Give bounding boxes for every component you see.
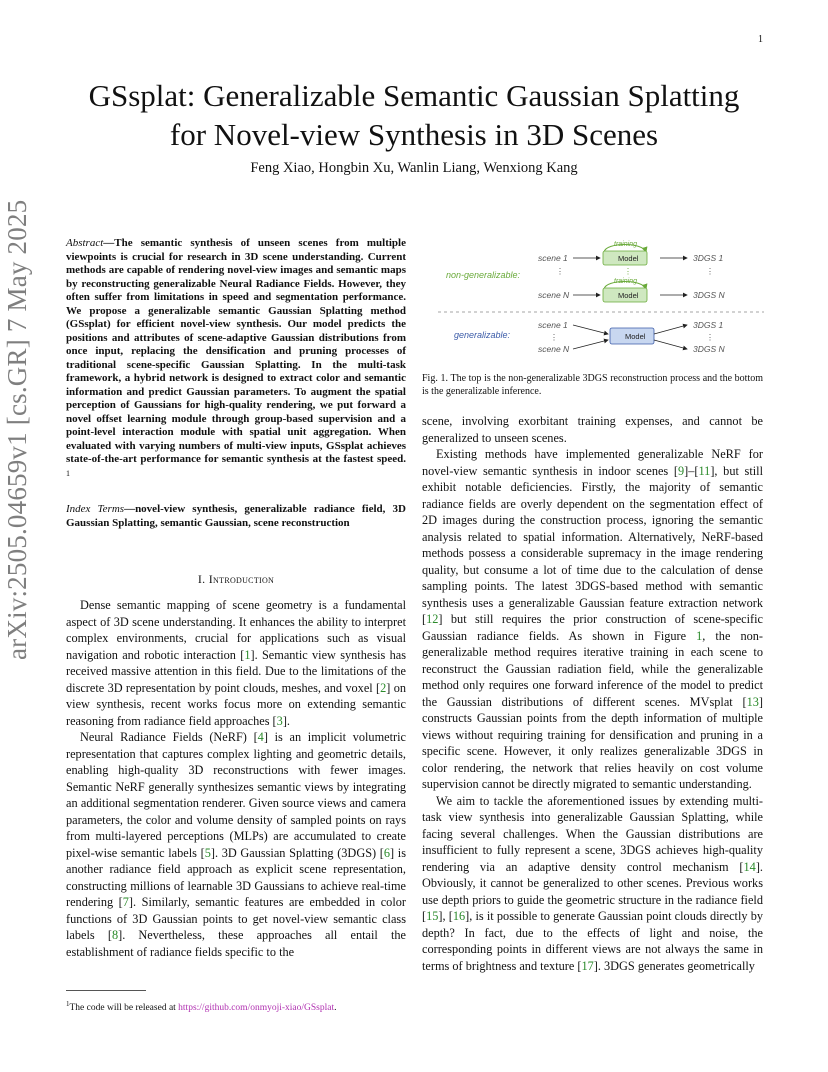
paragraph-text: ]–[ xyxy=(684,463,699,478)
paragraph-text: ], [ xyxy=(438,909,453,923)
svg-text:⋮: ⋮ xyxy=(550,333,558,342)
fig-model-label-gen: Model xyxy=(625,332,646,341)
paragraph-text: ]. Nevertheless, these approaches all entail the establishment of radiance fields specific to the xyxy=(66,928,406,959)
fig-out1-bottom: 3DGS 1 xyxy=(693,320,724,330)
citation-link[interactable]: 3 xyxy=(276,713,283,728)
svg-text:⋮: ⋮ xyxy=(706,267,714,276)
abstract-text: —The semantic synthesis of unseen scenes from multiple viewpoints is crucial for research in 3D scene understanding. Current methods are capable of rendering novel-view images and semantic maps by reconstructing generalizable Neural Radiance Fields. However, they often suffer from limitations in speed and segmentation performance. We propose a generalizable semantic Gaussian Splatting method (GSsplat) for efficient novel-view synthesis. Our model predicts the positions and attributes of scene-adaptive Gaussian distributions from once input, replacing the densification and pruning processes of traditional scene-specific Gaussian Splatting. In the multi-task framework, a hybrid network is designed to extract color and semantic information and predict Gaussian parameters. To augment the spatial perception of Gaussians for high-quality rendering, we put forward a novel offset learning module through group-based supervision and a point-level interaction module with spatial unit aggregation. When evaluated with varying numbers of multi-view inputs, GSsplat achieves state-of-the-art performance for semantic synthesis at the fastest speed. xyxy=(66,237,406,465)
citation-link[interactable]: 8 xyxy=(111,928,119,942)
paragraph-text: ] is another radiance field approach as explicit scene representation, constructing millions of learnable 3D Gaussians to achieve real-time rendering [ xyxy=(66,845,407,909)
paragraph-text: ]. Obviously, it cannot be generalized to other scenes. Previous works use depth priors to guide the geometric structure in the radiance field [ xyxy=(422,859,763,923)
paragraph-text: Dense semantic mapping of scene geometry is a fundamental aspect of 3D scene understanding. It enhances the ability to interpret complex environments, crucial for applications such as visual navigation and robotic interaction [ xyxy=(66,598,406,662)
fig-model-label-2: Model xyxy=(618,291,639,300)
fig-sceneN-top: scene N xyxy=(538,290,570,300)
title-line-1: GSsplat: Generalizable Semantic Gaussian Splatting xyxy=(88,78,740,113)
citation-link[interactable]: 2 xyxy=(380,680,387,695)
left-column-body xyxy=(66,597,406,960)
svg-text:⋮: ⋮ xyxy=(706,333,714,342)
abstract xyxy=(66,237,406,485)
right-paragraph xyxy=(422,413,763,446)
right-paragraph xyxy=(422,793,763,975)
paragraph-text: scene, involving exorbitant training expenses, and cannot be generalized to unseen scenes. xyxy=(422,414,763,445)
citation-link[interactable]: 13 xyxy=(746,694,759,709)
right-column-body xyxy=(422,413,763,974)
fig-training-label-1: training xyxy=(614,241,637,248)
arxiv-stamp-text: arXiv:2505.04659v1 [cs.GR] 7 May 2025 xyxy=(2,199,32,660)
right-paragraph xyxy=(422,446,763,793)
citation-link[interactable]: 15 xyxy=(426,909,439,923)
fig-training-label-2: training xyxy=(614,278,637,285)
citation-link[interactable]: 4 xyxy=(257,730,264,744)
paragraph-text: , the non-generalizable method requires iterative training in each scene to reconstruct the Gaussian radiation field, while the generalizable method only requires one forward inference of the model to predict the Gaussian distributions of different scenes. MVsplat [ xyxy=(422,628,763,709)
svg-text:⋮: ⋮ xyxy=(556,267,564,276)
svg-text:⋮: ⋮ xyxy=(624,267,632,276)
footnote-end: . xyxy=(334,1003,337,1014)
paragraph-text: ]. 3DGS generates geometrically xyxy=(593,958,755,973)
fig-outN-bottom: 3DGS N xyxy=(693,344,725,354)
citation-link[interactable]: 9 xyxy=(677,463,685,478)
fig-label-generalizable: generalizable: xyxy=(454,330,511,340)
index-terms xyxy=(66,503,406,530)
fig-out1-top: 3DGS 1 xyxy=(693,253,724,263)
paragraph-text: ]. Similarly, semantic features are embedded in color functions of 3D Gaussian points to get novel-view semantic class labels [ xyxy=(66,895,406,942)
paragraph-text: Existing methods have implemented generalizable NeRF for novel-view semantic synthesis in indoor scenes [ xyxy=(422,447,763,478)
figure-caption: Fig. 1. The top is the non-generalizable 3DGS reconstruction process and the bottom is the generalizable inference. xyxy=(422,373,763,397)
paragraph-text: ], is it possible to generate Gaussian point clouds directly by depth? In fact, due to the effects of light and noise, the corresponding points in different views are not always the same in terms of brightness and texture [ xyxy=(422,909,763,973)
footnote: $^1$The code will be released at https://github.com/onmyoji-xiao/GSsplat. xyxy=(66,1000,337,1014)
paragraph-text: We aim to tackle the aforementioned issues by extending multi-task view synthesis into generalizable Gaussian Splatting, while facing several challenges. When the Gaussian distributions are insufficient to fully represent a scene, 3DGS achieves high-quality rendering via an adaptive density control mechanism [ xyxy=(422,793,763,874)
section-title: I. Introduction xyxy=(197,572,275,586)
section-heading xyxy=(66,572,406,587)
citation-link[interactable]: 7 xyxy=(122,895,129,909)
citation-link[interactable]: 6 xyxy=(383,845,391,860)
title-line-2: for Novel-view Synthesis in 3D Scenes xyxy=(169,117,659,152)
citation-link[interactable]: 14 xyxy=(743,859,756,874)
abstract-footnote-mark: 1 xyxy=(66,468,70,478)
paragraph-text: ] is an implicit volumetric representation that captures complex lighting and geometric details, enabling high-quality 3D reconstructions with fewer images. Semantic NeRF generally synthesizes semantic views by integrating an additional segmentation renderer. Given source views and camera parameters, the color and volume density of sampled points on rays from multi-layered perceptions (MLPs) are accumulated to create pixel-wise semantic labels [ xyxy=(66,730,406,860)
paragraph-text: ]. xyxy=(282,713,290,728)
fig-sceneN-bottom: scene N xyxy=(538,344,570,354)
abstract-label: Abstract xyxy=(66,237,104,249)
citation-link[interactable]: 1 xyxy=(244,647,251,662)
index-terms-text: —novel-view synthesis, generalizable radiance field, 3D Gaussian Splatting, semantic Gaussian, scene reconstruction xyxy=(66,503,406,529)
page-number: 1 xyxy=(758,34,763,45)
left-paragraph xyxy=(66,597,406,729)
paragraph-text: ], but still exhibit notable deficiencies. Firstly, the majority of semantic radiance fields are overly dependent on the segmentation effect of 2D images during the construction process, ignoring the semantic analysis related to spatial information. Alternatively, NeRF-based methods possess a considerable supremacy in the image rendering quality, but consume a lot of time due to the calculation of dense sampling points. The latest 3DGS-based method with semantic synthesis uses a generalizable Gaussian feature extraction network [ xyxy=(422,463,763,626)
citation-link[interactable]: 5 xyxy=(204,845,211,860)
paragraph-text: ]. 3D Gaussian Splatting (3DGS) [ xyxy=(210,845,384,860)
citation-link[interactable]: 12 xyxy=(426,612,439,626)
paragraph-text: ] but still requires the prior construction of scene-specific Gaussian radiance fields. As shown in Figure xyxy=(422,612,763,643)
left-paragraph xyxy=(66,729,406,960)
paper-title xyxy=(40,76,788,154)
citation-link[interactable]: 1 xyxy=(696,628,703,643)
figure-1-diagram xyxy=(438,234,764,369)
paragraph-text: Neural Radiance Fields (NeRF) [ xyxy=(80,730,258,744)
footnote-url[interactable]: https://github.com/onmyoji-xiao/GSsplat xyxy=(178,1003,335,1014)
paragraph-text: ] constructs Gaussian points from the depth information of multiple views without requiring training for densification and pruning in a specific scene. However, it only realizes generalizable 3DGS in color rendering, the network that relies heavily on cost volume supervision cannot be directly migrated to semantic understanding. xyxy=(422,694,763,791)
citation-link[interactable]: 17 xyxy=(581,958,594,973)
index-terms-label: Index Terms xyxy=(66,503,125,515)
fig-outN-top: 3DGS N xyxy=(693,290,725,300)
footnote-rule xyxy=(66,990,146,991)
footnote-text: The code will be released at xyxy=(69,1003,179,1014)
paragraph-text: ]. Semantic view synthesis has received massive attention in this field. Due to the limitations of the discrete 3D representation by point clouds, meshes, and voxel [ xyxy=(66,647,406,695)
citation-link[interactable]: 16 xyxy=(452,909,466,923)
citation-link[interactable]: 11 xyxy=(698,463,711,478)
fig-scene1-top: scene 1 xyxy=(538,253,568,263)
fig-model-label-1: Model xyxy=(618,254,639,263)
authors: Feng Xiao, Hongbin Xu, Wanlin Liang, Wenxiong Kang xyxy=(250,160,578,176)
paragraph-text: ] on view synthesis, recent works focus more on extending semantic reasoning from radiance field approaches [ xyxy=(66,680,407,728)
fig-scene1-bottom: scene 1 xyxy=(538,320,568,330)
fig-label-nongeneralizable: non-generalizable: xyxy=(446,270,521,280)
